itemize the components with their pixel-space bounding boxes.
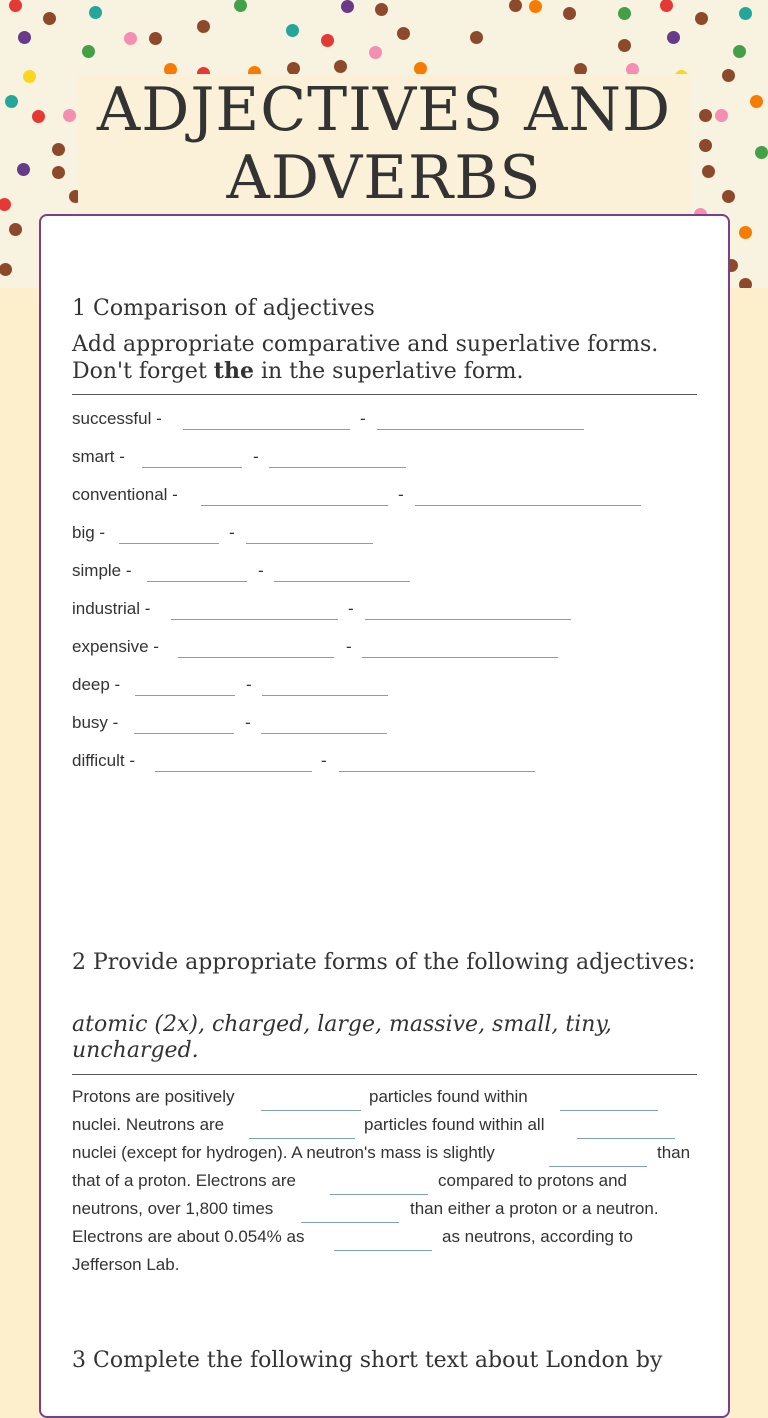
- section-2-rule: [72, 1074, 697, 1075]
- confetti-dot: [18, 31, 31, 44]
- confetti-dot: [699, 139, 712, 152]
- comparison-row: [72, 750, 697, 774]
- dash-separator: -: [321, 751, 327, 770]
- confetti-dot: [321, 34, 334, 47]
- comparative-blank[interactable]: [119, 543, 219, 544]
- adjective-label: simple -: [72, 561, 132, 580]
- section-3-title: 3 Complete the following short text about London by: [72, 1348, 663, 1373]
- confetti-dot: [334, 60, 347, 73]
- comparative-blank[interactable]: [142, 467, 242, 468]
- answer-blank[interactable]: [330, 1194, 428, 1195]
- confetti-dot: [755, 146, 768, 159]
- comparison-row: [72, 408, 697, 432]
- confetti-dot: [32, 110, 45, 123]
- confetti-dot: [509, 0, 522, 12]
- confetti-dot: [715, 109, 728, 122]
- section-2-text: [72, 1086, 697, 1276]
- page-title: [78, 76, 690, 212]
- confetti-dot: [234, 0, 247, 12]
- confetti-dot: [739, 7, 752, 20]
- dash-separator: -: [253, 447, 259, 466]
- confetti-dot: [667, 31, 680, 44]
- superlative-blank[interactable]: [262, 695, 388, 696]
- confetti-dot: [0, 198, 11, 211]
- superlative-blank[interactable]: [269, 467, 406, 468]
- comparative-blank[interactable]: [134, 733, 234, 734]
- comparative-blank[interactable]: [171, 619, 338, 620]
- confetti-dot: [722, 69, 735, 82]
- title-line-1: ADJECTIVES AND: [96, 75, 672, 145]
- comparative-blank[interactable]: [183, 429, 350, 430]
- confetti-dot: [23, 70, 36, 83]
- comparison-row: [72, 446, 697, 470]
- comparison-row: [72, 598, 697, 622]
- confetti-dot: [375, 3, 388, 16]
- title-line-2: ADVERBS: [226, 143, 542, 213]
- confetti-dot: [341, 0, 354, 13]
- confetti-dot: [0, 263, 12, 276]
- superlative-blank[interactable]: [339, 771, 535, 772]
- confetti-dot: [89, 6, 102, 19]
- paragraph-text: as neutrons, according to: [442, 1227, 633, 1246]
- confetti-dot: [397, 27, 410, 40]
- adjective-label: successful -: [72, 409, 162, 428]
- comparison-row: [72, 560, 697, 584]
- paragraph-text: Protons are positively: [72, 1087, 235, 1106]
- adjective-label: conventional -: [72, 485, 178, 504]
- confetti-dot: [618, 7, 631, 20]
- confetti-dot: [149, 32, 162, 45]
- paragraph-text: Jefferson Lab.: [72, 1255, 180, 1274]
- confetti-dot: [5, 95, 18, 108]
- dash-separator: -: [245, 713, 251, 732]
- adjective-label: deep -: [72, 675, 121, 694]
- confetti-dot: [43, 12, 56, 25]
- section-1-instruction: [72, 332, 697, 385]
- comparative-blank[interactable]: [201, 505, 388, 506]
- confetti-dot: [739, 226, 752, 239]
- confetti-dot: [52, 143, 65, 156]
- comparative-blank[interactable]: [147, 581, 247, 582]
- answer-blank[interactable]: [261, 1110, 361, 1111]
- paragraph-text: nuclei (except for hydrogen). A neutron's mass is slightly: [72, 1143, 495, 1162]
- superlative-blank[interactable]: [415, 505, 641, 506]
- comparison-row: [72, 522, 697, 546]
- superlative-blank[interactable]: [377, 429, 584, 430]
- answer-blank[interactable]: [334, 1250, 432, 1251]
- dash-separator: -: [229, 523, 235, 542]
- answer-blank[interactable]: [301, 1222, 399, 1223]
- confetti-dot: [750, 95, 763, 108]
- adjective-label: difficult -: [72, 751, 135, 770]
- dash-separator: -: [348, 599, 354, 618]
- instruction-bold: the: [213, 358, 254, 384]
- paragraph-text: neutrons, over 1,800 times: [72, 1199, 274, 1218]
- dash-separator: -: [246, 675, 252, 694]
- section-2-title: 2 Provide appropriate forms of the following adjectives:: [72, 950, 696, 975]
- superlative-blank[interactable]: [246, 543, 373, 544]
- confetti-dot: [695, 12, 708, 25]
- answer-blank[interactable]: [549, 1166, 647, 1167]
- confetti-dot: [563, 7, 576, 20]
- confetti-dot: [9, 223, 22, 236]
- paragraph-text: than: [657, 1143, 691, 1162]
- confetti-dot: [660, 0, 673, 12]
- confetti-dot: [733, 45, 746, 58]
- answer-blank[interactable]: [560, 1110, 658, 1111]
- paragraph-text: Electrons are about 0.054% as: [72, 1227, 305, 1246]
- paragraph-text: nuclei. Neutrons are: [72, 1115, 225, 1134]
- adjective-label: big -: [72, 523, 106, 542]
- confetti-dot: [17, 163, 30, 176]
- confetti-dot: [286, 24, 299, 37]
- dash-separator: -: [346, 637, 352, 656]
- adjective-label: expensive -: [72, 637, 159, 656]
- superlative-blank[interactable]: [274, 581, 410, 582]
- confetti-dot: [618, 39, 631, 52]
- confetti-dot: [739, 278, 752, 288]
- paragraph-text: that of a proton. Electrons are: [72, 1171, 296, 1190]
- confetti-dot: [702, 165, 715, 178]
- confetti-dot: [124, 32, 137, 45]
- adjective-label: smart -: [72, 447, 125, 466]
- confetti-dot: [699, 109, 712, 122]
- confetti-dot: [52, 166, 65, 179]
- paragraph-text: particles found within: [369, 1087, 528, 1106]
- superlative-blank[interactable]: [365, 619, 571, 620]
- paragraph-text: particles found within all: [364, 1115, 545, 1134]
- confetti-dot: [470, 31, 483, 44]
- adjective-label: busy -: [72, 713, 119, 732]
- section-2-word-list: atomic (2x), charged, large, massive, small, tiny, uncharged.: [72, 1012, 612, 1063]
- confetti-dot: [197, 20, 210, 33]
- comparative-blank[interactable]: [135, 695, 235, 696]
- dash-separator: -: [398, 485, 404, 504]
- confetti-dot: [63, 109, 76, 122]
- confetti-dot: [82, 45, 95, 58]
- instruction-text: Add appropriate comparative and superlative forms. Don't forget: [72, 332, 659, 384]
- superlative-blank[interactable]: [261, 733, 387, 734]
- comparison-row: [72, 484, 697, 508]
- confetti-dot: [369, 46, 382, 59]
- instruction-text-end: in the superlative form.: [260, 359, 524, 384]
- confetti-dot: [529, 0, 542, 13]
- comparison-row: [72, 712, 697, 736]
- adjective-label: industrial -: [72, 599, 151, 618]
- dash-separator: -: [258, 561, 264, 580]
- confetti-dot: [9, 0, 22, 12]
- paragraph-text: compared to protons and: [438, 1171, 628, 1190]
- dash-separator: -: [360, 409, 366, 428]
- section-1-title: 1 Comparison of adjectives: [72, 296, 375, 321]
- confetti-dot: [722, 190, 735, 203]
- comparative-blank[interactable]: [178, 657, 334, 658]
- answer-blank[interactable]: [249, 1138, 355, 1139]
- comparison-row: [72, 636, 697, 660]
- section-1-rule: [72, 394, 697, 395]
- comparison-row: [72, 674, 697, 698]
- answer-blank[interactable]: [577, 1138, 675, 1139]
- superlative-blank[interactable]: [362, 657, 558, 658]
- paragraph-text: than either a proton or a neutron.: [410, 1199, 659, 1218]
- comparative-blank[interactable]: [155, 771, 312, 772]
